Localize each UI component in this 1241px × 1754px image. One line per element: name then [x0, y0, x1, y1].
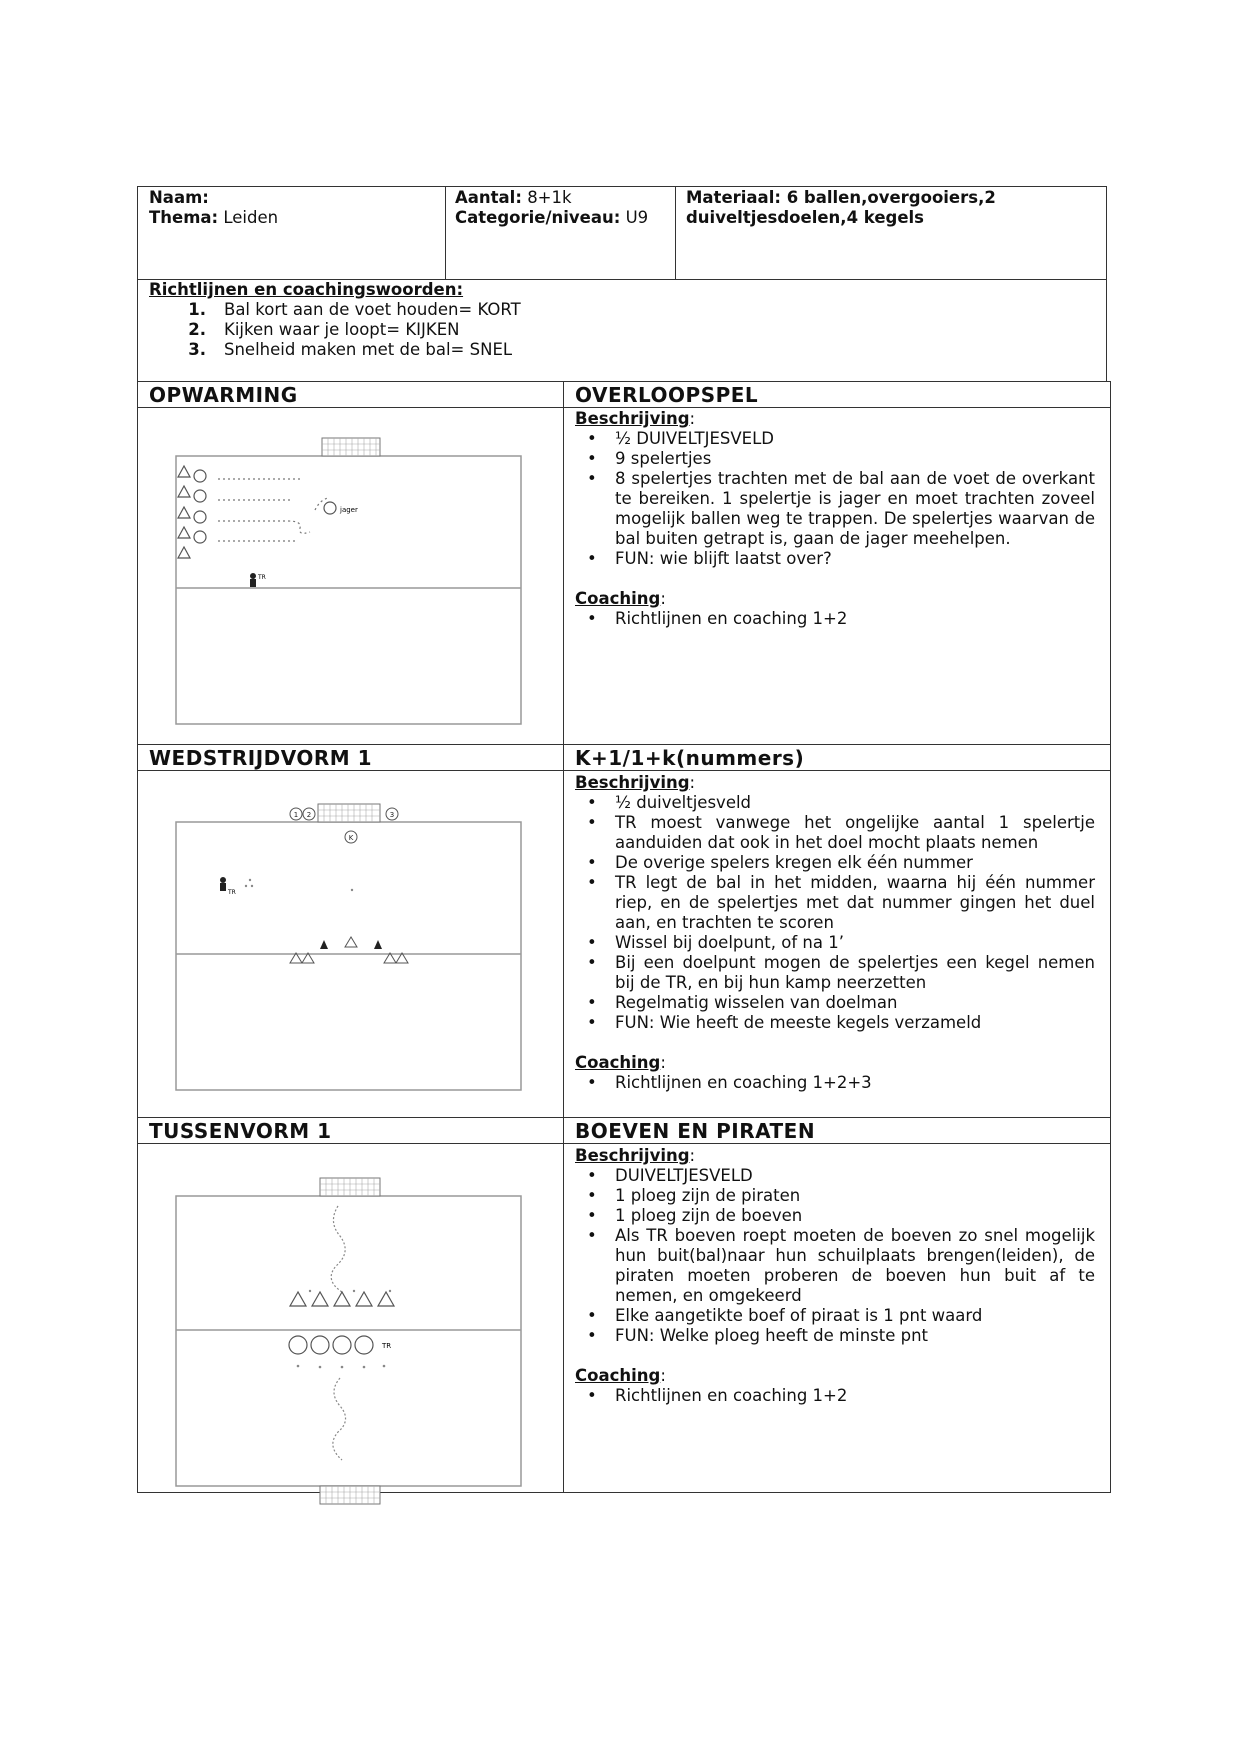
list-item: • 1 ploeg zijn de boeven	[615, 1206, 1101, 1226]
richtlijnen-title: Richtlijnen en coachingswoorden:	[149, 280, 464, 299]
keeper-label: K	[348, 834, 354, 842]
jager-label: jager	[340, 506, 358, 514]
player-number-1: 1	[293, 811, 299, 819]
section-3-diagram	[170, 1170, 530, 1510]
categorie-value: U9	[625, 208, 649, 227]
list-item: • TR legt de bal in het midden, waarna hij één nummer riep, en de spelertjes met dat nummer gingen het duel aan, en trachten te scoren	[615, 873, 1101, 933]
list-item: • FUN: Wie heeft de meeste kegels verzameld	[615, 1013, 1101, 1033]
list-item: • 9 spelertjes	[615, 449, 1101, 469]
list-item: • FUN: Welke ploeg heeft de minste pnt	[615, 1326, 1101, 1346]
row-line	[137, 1117, 1111, 1118]
list-item: • 1 ploeg zijn de piraten	[615, 1186, 1101, 1206]
header-divider-2	[675, 186, 676, 280]
richtlijn-item: 3. Snelheid maken met de bal= SNEL	[188, 340, 513, 359]
coaching-list	[575, 609, 1101, 629]
tr-label: TR	[258, 574, 266, 581]
tr-label: TR	[228, 889, 236, 896]
coaching-list	[575, 1073, 1101, 1093]
list-item: • ½ DUIVELTJESVELD	[615, 429, 1101, 449]
section-1-left-title: OPWARMING	[149, 383, 298, 407]
list-item: • Elke aangetikte boef of piraat is 1 pnt waard	[615, 1306, 1101, 1326]
header-divider-1	[445, 186, 446, 280]
list-item: • Bij een doelpunt mogen de spelertjes een kegel nemen bij de TR, en bij hun kamp neerzetten	[615, 953, 1101, 993]
list-item: • De overige spelers kregen elk één nummer	[615, 853, 1101, 873]
aantal-value: 8+1k	[527, 188, 572, 207]
list-item: • DUIVELTJESVELD	[615, 1166, 1101, 1186]
list-item: • FUN: wie blijft laatst over?	[615, 549, 1101, 569]
list-item: • Regelmatig wisselen van doelman	[615, 993, 1101, 1013]
row-line	[137, 1143, 1111, 1144]
row-line	[137, 770, 1111, 771]
aantal-label: Aantal:	[455, 188, 522, 207]
richtlijnen-list	[149, 300, 1089, 360]
row-line	[137, 407, 1111, 408]
header-materiaal	[686, 188, 1101, 228]
beschrijving-label: Beschrijving	[575, 1146, 690, 1165]
list-item: • 8 spelertjes trachten met de bal aan de voet de overkant te bereiken. 1 spelertje is jager en moet trachten zoveel mogelijk ballen weg te trappen. De spelertjes waarvan de bal buiten getrapt is, gaan de jager meehelpen.	[615, 469, 1101, 549]
tr-label: TR	[382, 1342, 392, 1350]
section-2-diagram	[170, 798, 530, 1098]
coaching-label: Coaching	[575, 1053, 661, 1072]
beschrijving-list	[575, 429, 1101, 569]
player-number-2: 2	[306, 811, 312, 819]
beschrijving-label: Beschrijving	[575, 773, 690, 792]
categorie-label: Categorie/niveau:	[455, 208, 621, 227]
beschrijving-label: Beschrijving	[575, 409, 690, 428]
section-2-left-title: WEDSTRIJDVORM 1	[149, 746, 373, 770]
player-number-3: 3	[389, 811, 395, 819]
thema-label: Thema:	[149, 208, 219, 227]
section-3-right-title: BOEVEN EN PIRATEN	[575, 1119, 816, 1143]
list-item: • Richtlijnen en coaching 1+2	[615, 1386, 1101, 1406]
beschrijving-list	[575, 1166, 1101, 1346]
list-item: • Wissel bij doelpunt, of na 1’	[615, 933, 1101, 953]
thema-value: Leiden	[223, 208, 279, 227]
richtlijn-item: 1. Bal kort aan de voet houden= KORT	[188, 300, 521, 319]
naam-label: Naam:	[149, 188, 209, 207]
materiaal-line2: duiveltjesdoelen,4 kegels	[686, 208, 924, 227]
header-naam	[149, 188, 439, 228]
list-item: • Als TR boeven roept moeten de boeven zo snel mogelijk hun buit(bal)naar hun schuilplaats brengen(leiden), de piraten moeten proberen de boeven hun buit af te nemen, en omgekeerd	[615, 1226, 1101, 1306]
coaching-label: Coaching	[575, 1366, 661, 1385]
sections-col-divider	[563, 381, 564, 1493]
section-3-description: Beschrijving: • DUIVELTJESVELD • 1 ploeg zijn de piraten • 1 ploeg zijn de boeven • Als TR boeven roept moeten de boeven zo snel mogelijk hun buit(bal)naar hun schuilplaats brengen(leiden), de piraten moeten proberen de boeven hun buit af te nemen, en omgekeerd • Elke aangetikte boef of piraat is 1 pnt waard • FUN: Welke ploeg heeft de minste pnt Coaching: • Richtlijnen en coaching 1+2	[575, 1146, 1101, 1406]
section-2-right-title: K+1/1+k(nummers)	[575, 746, 805, 770]
section-1-right-title: OVERLOOPSPEL	[575, 383, 759, 407]
list-item: • Richtlijnen en coaching 1+2	[615, 609, 1101, 629]
header-aantal	[455, 188, 675, 228]
coaching-list	[575, 1386, 1101, 1406]
beschrijving-list	[575, 793, 1101, 1033]
coaching-label: Coaching	[575, 589, 661, 608]
section-2-description: Beschrijving: • ½ duiveltjesveld • TR moest vanwege het ongelijke aantal 1 spelertje aanduiden dat ook in het doel mocht plaats nemen • De overige spelers kregen elk één nummer • TR legt de bal in het midden, waarna hij één nummer riep, en de spelertjes met dat nummer gingen het duel aan, en trachten te scoren • Wissel bij doelpunt, of na 1’ • Bij een doelpunt mogen de spelertjes een kegel nemen bij de TR, en bij hun kamp neerzetten • Regelmatig wisselen van doelman • FUN: Wie heeft de meeste kegels verzameld Coaching: • Richtlijnen en coaching 1+2+3	[575, 773, 1101, 1093]
section-1-diagram	[170, 428, 530, 748]
section-1-description: Beschrijving: • ½ DUIVELTJESVELD • 9 spelertjes • 8 spelertjes trachten met de bal aan de voet de overkant te bereiken. 1 spelertje is jager en moet trachten zoveel mogelijk ballen weg te trappen. De spelertjes waarvan de bal buiten getrapt is, gaan de jager meehelpen. • FUN: wie blijft laatst over? Coaching: • Richtlijnen en coaching 1+2	[575, 409, 1101, 629]
richtlijnen	[149, 280, 1089, 360]
richtlijn-item: 2. Kijken waar je loopt= KIJKEN	[188, 320, 460, 339]
list-item: • TR moest vanwege het ongelijke aantal 1 spelertje aanduiden dat ook in het doel mocht plaats nemen	[615, 813, 1101, 853]
list-item: • Richtlijnen en coaching 1+2+3	[615, 1073, 1101, 1093]
list-item: • ½ duiveltjesveld	[615, 793, 1101, 813]
section-3-left-title: TUSSENVORM 1	[149, 1119, 332, 1143]
materiaal-line1: Materiaal: 6 ballen,overgooiers,2	[686, 188, 996, 207]
